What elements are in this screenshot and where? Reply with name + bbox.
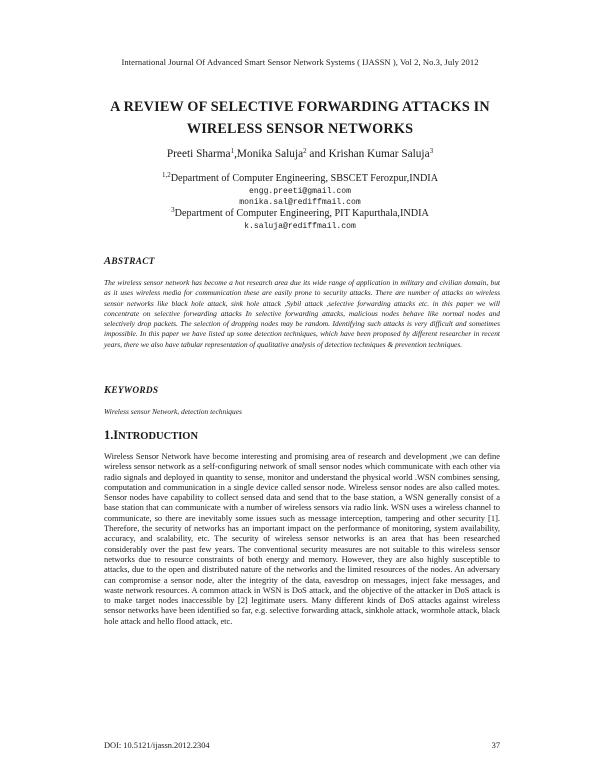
paper-title bbox=[60, 96, 540, 140]
introduction-heading-initial: I bbox=[113, 428, 119, 442]
abstract-text: The wireless sensor network has become a hot research area due its wide range of application in military and civilian domain, but as it uses wireless media for communication these are easily prone to security attacks. There are number of attacks on wireless sensor networks like black hole attack, sink hole attack ,Sybil attack ,selective forwarding attacks etc. in this paper we will concentrate on selective forwarding attacks In selective forwarding attacks, malicious nodes behave like normal nodes and selectively drop packets. The selection of dropping nodes may be random. Identifying such attacks is very difficult and sometimes impossible. In this paper we have listed up some detection techniques, which have been proposed by different researcher in recent years, there we also have tabular representation of qualitative analysis of detection techniques & prevention techniques. bbox=[104, 278, 500, 349]
keywords-heading-rest: EYWORDS bbox=[111, 386, 159, 396]
introduction-number: 1. bbox=[104, 428, 114, 442]
author-1: Preeti Sharma bbox=[166, 148, 231, 160]
page-number: 37 bbox=[491, 741, 500, 750]
abstract-heading-rest: BSTRACT bbox=[111, 257, 155, 267]
author-2-marker: 2 bbox=[303, 147, 307, 155]
abstract-heading bbox=[104, 256, 155, 267]
introduction-heading-rest: NTRODUCTION bbox=[118, 431, 199, 442]
keywords-heading-initial: K bbox=[104, 385, 112, 396]
title-line-1: A REVIEW OF SELECTIVE FORWARDING ATTACKS IN bbox=[110, 99, 490, 115]
author-1-marker: 1 bbox=[230, 147, 235, 155]
doi: DOI: 10.5121/ijassn.2012.2304 bbox=[104, 741, 210, 750]
author-2: ,Monika Saluja bbox=[234, 148, 304, 160]
keywords-text: Wireless sensor Network, detection techniques bbox=[104, 407, 242, 416]
abstract-heading-initial: A bbox=[104, 256, 112, 267]
author-3-marker: 3 bbox=[429, 147, 434, 155]
affiliation-2 bbox=[0, 208, 600, 219]
title-line-2: WIRELESS SENSOR NETWORKS bbox=[186, 121, 414, 137]
introduction-heading bbox=[104, 428, 198, 443]
email-1: engg.preeti@gmail.com bbox=[249, 187, 351, 196]
introduction-text: Wireless Sensor Network have become interesting and promising area of research and development ,we can define wireless sensor network as a self-configuring network of small sensor nodes which communicate with each other via radio signals and deployed in quantity to sense, monitor and understand the physical world .WSN combines sensing, computation and communication in a single device called sensor node. Wireless sensor nodes are also called motes. Sensor nodes have capability to collect sensed data and send that to the base station, a WSN generally consist of a base station that can communicate with a number of wireless sensors via radio link. WSN uses a wireless channel to communicate, so there are inevitably some issues such as message interception, tampering and other security [1]. Therefore, the security of networks has an important impact on the performance of monitoring, system availability, accuracy, and scalability, etc. The security of wireless sensor networks is an area that has been researched considerably over the past few years. The conventional security measures are not suitable to this wireless sensor networks due to resource constraints of both energy and memory. However, they are also highly susceptible to attacks, due to the open and distributed nature of the networks and the limited resources of the nodes. An adversary can compromise a sensor node, alter the integrity of the data, eavesdrop on messages, inject fake messages, and waste network resources. A common attack in WSN is DoS attack, and the objective of the attacker in DoS attack is to make target nodes inaccessible by [2] legitimate users. Many different kinds of DoS attacks against wireless sensor networks have been identified so far, e.g. selective forwarding attack, sinkhole attack, wormhole attack, black hole attack and hello flood attack, etc. bbox=[104, 451, 500, 626]
running-header: International Journal Of Advanced Smart Sensor Network Systems ( IJASSN ), Vol 2, No.3, July 2012 bbox=[121, 57, 479, 67]
affiliation-1-text: Department of Computer Engineering, SBSCET Ferozpur,INDIA bbox=[170, 173, 439, 184]
author-3: and Krishan Kumar Saluja bbox=[306, 148, 430, 160]
author-list bbox=[0, 148, 600, 160]
keywords-heading bbox=[104, 385, 158, 396]
affiliation-1 bbox=[0, 173, 600, 184]
email-3: k.saluja@rediffmail.com bbox=[244, 222, 356, 231]
affiliation-1-marker: 1,2 bbox=[161, 171, 171, 179]
affiliation-2-marker: 3 bbox=[171, 206, 175, 214]
affiliation-2-text: Department of Computer Engineering, PIT Kapurthala,INDIA bbox=[174, 208, 429, 219]
email-2: monika.sal@rediffmail.com bbox=[239, 198, 361, 207]
